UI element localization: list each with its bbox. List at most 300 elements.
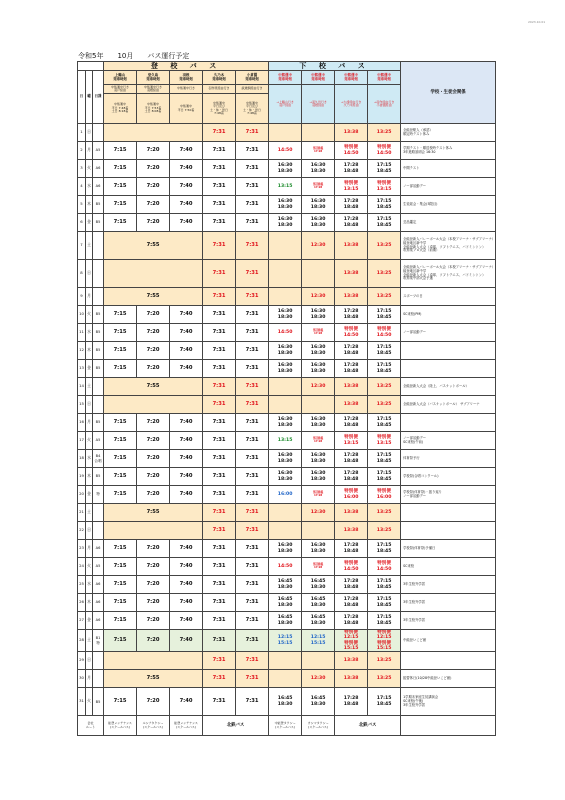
down-time: 13:25 (368, 288, 401, 306)
down-time: 13:25 (368, 522, 401, 540)
down-time (269, 670, 302, 688)
up-time: 7:31 (236, 342, 269, 360)
up-time: 7:40 (170, 142, 203, 160)
header-up-route: 堂久島 発車時刻 (137, 71, 170, 85)
down-time: 17:15 18:45 (368, 160, 401, 178)
row-day: 3 (78, 160, 86, 178)
footer-row (78, 716, 496, 736)
row-schedule-code: B5 (93, 324, 104, 342)
down-time: 13:38 (335, 124, 368, 142)
down-time: 16:30 18:30 (269, 360, 302, 378)
row-weekday: 木 (86, 468, 93, 486)
row-weekday: 火 (86, 306, 93, 324)
up-time: 7:31 (236, 288, 269, 306)
down-time: 17:15 18:45 (368, 450, 401, 468)
up-time: 7:40 (170, 360, 203, 378)
row-weekday: 水 (86, 324, 93, 342)
row-note: 全能登新人大会（バスケットボール） サブアリーナ (401, 396, 496, 414)
up-time: 7:20 (137, 612, 170, 630)
up-time: 7:15 (104, 196, 137, 214)
row-day: 20 (78, 486, 86, 504)
down-time: 17:28 18:48 (335, 450, 368, 468)
row-weekday: 金 (86, 612, 93, 630)
row-schedule-code: B5 (93, 306, 104, 324)
down-time: 17:15 18:45 (368, 576, 401, 594)
up-time: 7:31 (236, 196, 269, 214)
row-schedule-code: B5 (93, 196, 104, 214)
down-time: 17:15 18:45 (368, 306, 401, 324)
up-time: 7:40 (170, 540, 203, 558)
row-weekday: 水 (86, 576, 93, 594)
row-note: 中間テスト (401, 160, 496, 178)
down-time: 16:30 18:30 (269, 342, 302, 360)
row-day: 11 (78, 324, 86, 342)
schedule-row (78, 630, 496, 652)
down-time (269, 260, 302, 288)
header-down-route: 中熊運中 発車時刻 (269, 71, 302, 85)
down-time: 13:25 (368, 124, 401, 142)
down-time: 13:25 (368, 260, 401, 288)
down-time: 16:00 (269, 486, 302, 504)
down-time (269, 522, 302, 540)
up-time: 7:20 (137, 342, 170, 360)
down-time: 13:38 (335, 260, 368, 288)
schedule-row (78, 612, 496, 630)
up-time: 7:15 (104, 540, 137, 558)
row-note (401, 522, 496, 540)
row-schedule-code (93, 522, 104, 540)
down-time: 16:30 18:30 (269, 214, 302, 232)
down-time: 17:28 18:48 (335, 360, 368, 378)
up-time: 7:31 (236, 360, 269, 378)
down-time: 特別便 13:15 (335, 432, 368, 450)
up-time: 7:31 (203, 360, 236, 378)
up-time: 7:31 (203, 232, 236, 260)
up-time: 7:40 (170, 342, 203, 360)
row-weekday: 日 (86, 260, 93, 288)
row-weekday: 金 (86, 214, 93, 232)
down-time: 17:28 18:48 (335, 214, 368, 232)
down-time: 17:15 18:45 (368, 594, 401, 612)
row-day: 16 (78, 414, 86, 432)
down-time: 16:30 18:30 (269, 468, 302, 486)
up-time: 7:31 (203, 142, 236, 160)
row-note: ノー部活動デー (401, 178, 496, 196)
row-day: 6 (78, 214, 86, 232)
down-time: 特別便 16:00 (335, 486, 368, 504)
footer-blank (401, 716, 496, 736)
header-down-sub: →上鶴山行き 羽戸経由 (269, 85, 302, 124)
header-down-sub: →羽作経由行き 小倉園経由 (368, 85, 401, 124)
down-time (269, 504, 302, 522)
up-time: 7:31 (203, 342, 236, 360)
header-down-route: 中熊運中 発車時刻 (368, 71, 401, 85)
row-weekday: 水 (86, 178, 93, 196)
down-time: 部活動後 17:28 (302, 142, 335, 160)
schedule-row (78, 432, 496, 450)
row-day: 29 (78, 652, 86, 670)
header-up-route: 久乃木 発車時刻 (203, 71, 236, 85)
up-time: 7:31 (236, 450, 269, 468)
up-wide-time: 7:55 (104, 670, 203, 688)
up-time: 7:31 (236, 594, 269, 612)
row-day: 26 (78, 594, 86, 612)
up-time: 7:31 (236, 540, 269, 558)
row-note: 3年生校外学習 (401, 612, 496, 630)
down-time: 17:15 18:45 (368, 196, 401, 214)
down-time: 14:50 (269, 324, 302, 342)
row-schedule-code: B5 (93, 342, 104, 360)
row-weekday: 月 (86, 540, 93, 558)
up-time: 7:31 (203, 558, 236, 576)
down-time: 17:28 18:48 (335, 160, 368, 178)
row-note: 学校祭(体育祭)・振り返り ノー部活動デー (401, 486, 496, 504)
row-schedule-code: A6 (93, 594, 104, 612)
row-weekday: 日 (86, 124, 93, 142)
schedule-row (78, 288, 496, 306)
row-schedule-code (93, 260, 104, 288)
up-time: 7:31 (203, 688, 236, 716)
up-time: 7:31 (203, 396, 236, 414)
down-time: 16:30 18:30 (302, 360, 335, 378)
down-time: 16:30 18:30 (302, 160, 335, 178)
up-time: 7:31 (203, 670, 236, 688)
row-day: 30 (78, 670, 86, 688)
up-time: 7:31 (236, 558, 269, 576)
row-schedule-code: A6 (93, 160, 104, 178)
row-schedule-code: B5 (93, 414, 104, 432)
row-day: 25 (78, 576, 86, 594)
down-time (269, 652, 302, 670)
up-time: 7:31 (203, 486, 236, 504)
header-down-route: 中熊運中 発車時刻 (302, 71, 335, 85)
schedule-row (78, 450, 496, 468)
up-time: 7:31 (236, 612, 269, 630)
schedule-row (78, 504, 496, 522)
down-time: 13:25 (368, 232, 401, 260)
up-time: 7:40 (170, 468, 203, 486)
down-time (269, 396, 302, 414)
down-time: 16:30 18:30 (269, 540, 302, 558)
row-schedule-code (93, 504, 104, 522)
bus-schedule-table (77, 61, 496, 736)
down-time: 16:30 18:30 (269, 160, 302, 178)
down-time: 部活動後 17:28 (302, 558, 335, 576)
up-time: 7:31 (203, 306, 236, 324)
up-time: 7:20 (137, 306, 170, 324)
header-day: 日 (78, 71, 86, 124)
schedule-row (78, 486, 496, 504)
header-up-route: 上鶴山 発車時刻 (104, 71, 137, 85)
up-time: 7:20 (137, 214, 170, 232)
down-time: 13:25 (368, 670, 401, 688)
up-wide-time: 7:55 (104, 504, 203, 522)
row-weekday: 月 (86, 414, 93, 432)
schedule-row (78, 160, 496, 178)
up-time: 7:31 (203, 594, 236, 612)
down-time (269, 378, 302, 396)
down-time (302, 124, 335, 142)
up-time: 7:31 (236, 214, 269, 232)
footer-company: カシマタクシー (スクールバス) (302, 716, 335, 736)
row-schedule-code (93, 670, 104, 688)
up-time: 7:15 (104, 594, 137, 612)
row-note: ノー部活動デー SC来校(午前) (401, 432, 496, 450)
row-weekday: 土 (86, 378, 93, 396)
down-time: 16:30 18:30 (269, 450, 302, 468)
row-schedule-code: B5 (93, 688, 104, 716)
down-time: 13:38 (335, 522, 368, 540)
down-time: 16:45 18:30 (302, 612, 335, 630)
row-note (401, 342, 496, 360)
down-time: 12:15 15:15 (302, 630, 335, 652)
schedule-row (78, 396, 496, 414)
up-time: 7:15 (104, 160, 137, 178)
header-up-arrival: 中熊運中 平日 7:48着 土日 8:18着 (104, 94, 137, 124)
row-schedule-code: A6 (93, 576, 104, 594)
down-time: 17:15 18:45 (368, 468, 401, 486)
up-time: 7:31 (236, 124, 269, 142)
down-time: 特別便 13:15 (368, 178, 401, 196)
down-time: 16:45 18:30 (269, 688, 302, 716)
up-time: 7:15 (104, 576, 137, 594)
row-weekday: 土 (86, 232, 93, 260)
up-time: 7:15 (104, 342, 137, 360)
row-schedule-code (93, 288, 104, 306)
up-time: 7:31 (203, 432, 236, 450)
header-school-info: 学校・生徒会関係 (401, 62, 496, 124)
down-time: 16:30 18:30 (269, 196, 302, 214)
down-time: 12:30 (302, 288, 335, 306)
down-time: 13:38 (335, 652, 368, 670)
down-time: 特別便 12:15 特別便 15:15 (335, 630, 368, 652)
up-time: 7:15 (104, 432, 137, 450)
up-time: 7:31 (203, 260, 236, 288)
row-weekday: 水 (86, 450, 93, 468)
up-time: 7:31 (236, 468, 269, 486)
up-time: 7:40 (170, 324, 203, 342)
down-time: 14:50 (269, 142, 302, 160)
row-weekday: 火 (86, 432, 93, 450)
row-note: 全能登新人バレーボール大会（本校アリーナ・サブアリーナ）能登地区新中学 全能登新人大会（卓球、ソフトテニス、バドミントン） 吹奏楽ソロ大会（前期） (401, 232, 496, 260)
down-time (269, 124, 302, 142)
row-schedule-code (93, 232, 104, 260)
up-time: 7:31 (236, 232, 269, 260)
up-time: 7:15 (104, 178, 137, 196)
schedule-row (78, 540, 496, 558)
up-time: 7:40 (170, 160, 203, 178)
schedule-row (78, 214, 496, 232)
up-time: 7:31 (203, 504, 236, 522)
down-time: 17:15 18:45 (368, 342, 401, 360)
up-time: 7:20 (137, 324, 170, 342)
row-weekday: 月 (86, 670, 93, 688)
up-time: 7:31 (203, 124, 236, 142)
up-time: 7:15 (104, 688, 137, 716)
down-time: 16:45 18:30 (302, 688, 335, 716)
row-weekday: 木 (86, 342, 93, 360)
schedule-row (78, 306, 496, 324)
up-time: 7:31 (236, 688, 269, 716)
row-weekday: 土 (86, 630, 93, 652)
page-title: 令和5年 10月 バス運行予定 (78, 52, 190, 60)
row-note (401, 360, 496, 378)
up-time: 7:31 (236, 504, 269, 522)
down-time: 17:28 18:48 (335, 468, 368, 486)
up-time: 7:31 (236, 486, 269, 504)
down-time: 17:28 18:48 (335, 306, 368, 324)
row-schedule-code: 特 (93, 486, 104, 504)
header-up-sub: 鉄道網経由行き (236, 85, 269, 94)
up-time: 7:40 (170, 196, 203, 214)
up-time: 7:31 (236, 324, 269, 342)
up-time: 7:20 (137, 142, 170, 160)
row-day: 14 (78, 378, 86, 396)
down-time: 13:25 (368, 504, 401, 522)
down-time: 16:45 18:30 (269, 594, 302, 612)
schedule-row (78, 468, 496, 486)
up-time: 7:31 (236, 396, 269, 414)
row-weekday: 木 (86, 594, 93, 612)
down-time: 16:30 18:30 (302, 196, 335, 214)
header-up-arrival: 中熊運中 平日及び 土・休・祭日 7:48着 (236, 94, 269, 124)
up-time: 7:20 (137, 540, 170, 558)
row-note (401, 504, 496, 522)
down-time (302, 260, 335, 288)
up-time: 7:31 (236, 260, 269, 288)
up-time: 7:15 (104, 468, 137, 486)
up-time: 7:31 (236, 432, 269, 450)
row-note: 3年生校外学習 (401, 594, 496, 612)
up-time: 7:40 (170, 214, 203, 232)
down-time (269, 288, 302, 306)
row-note: 1学期末家庭生徒講演会 SC来校(午後) 3年生校外学習 (401, 688, 496, 716)
up-time: 7:20 (137, 414, 170, 432)
up-time: 7:15 (104, 142, 137, 160)
row-day: 15 (78, 396, 86, 414)
up-time: 7:31 (203, 576, 236, 594)
row-day: 21 (78, 504, 86, 522)
up-time: 7:20 (137, 450, 170, 468)
up-wide-time (104, 522, 203, 540)
row-note: 3年生校外学習 (401, 576, 496, 594)
down-time: 特別便 14:50 (335, 142, 368, 160)
down-time: 13:38 (335, 288, 368, 306)
up-time: 7:31 (236, 670, 269, 688)
up-time: 7:31 (203, 288, 236, 306)
row-weekday: 月 (86, 142, 93, 160)
up-time: 7:15 (104, 306, 137, 324)
footer-company: ルシアタクシー (スクールバス) (137, 716, 170, 736)
down-time: 特別便 13:15 (335, 178, 368, 196)
up-time: 7:40 (170, 558, 203, 576)
row-weekday: 土 (86, 504, 93, 522)
row-day: 17 (78, 432, 86, 450)
up-time: 7:20 (137, 196, 170, 214)
up-time: 7:15 (104, 558, 137, 576)
up-wide-time: 7:55 (104, 378, 203, 396)
row-schedule-code: B5 (93, 360, 104, 378)
row-day: 19 (78, 468, 86, 486)
down-time: 特別便 14:50 (335, 324, 368, 342)
down-time: 13:38 (335, 232, 368, 260)
row-note: 中能登いこど館 (401, 630, 496, 652)
row-day: 27 (78, 612, 86, 630)
table-header (78, 62, 496, 124)
down-time: 13:38 (335, 504, 368, 522)
up-time: 7:15 (104, 214, 137, 232)
up-time: 7:20 (137, 160, 170, 178)
header-dow: 曜 (86, 71, 93, 124)
row-note: 学校祭(体育祭)予備日 (401, 540, 496, 558)
schedule-row (78, 558, 496, 576)
row-note: 全能登駅人（承認） 順定時テスト休み (401, 124, 496, 142)
down-time: 16:45 18:30 (269, 612, 302, 630)
up-wide-time: 7:55 (104, 288, 203, 306)
header-code: 日課 (93, 71, 104, 124)
row-day: 10 (78, 306, 86, 324)
down-time: 17:28 18:48 (335, 612, 368, 630)
row-day: 5 (78, 196, 86, 214)
schedule-row (78, 324, 496, 342)
row-schedule-code: A6 (93, 612, 104, 630)
up-time: 7:20 (137, 178, 170, 196)
up-time: 7:31 (203, 196, 236, 214)
schedule-row (78, 260, 496, 288)
down-time: 特別便 13:15 (368, 432, 401, 450)
header-up-sub: 中熊運中行き 羽戸経由 (104, 85, 137, 94)
row-note: SC来校(PM) (401, 306, 496, 324)
row-day: 24 (78, 558, 86, 576)
up-time: 7:31 (236, 306, 269, 324)
down-time: 17:15 18:45 (368, 214, 401, 232)
down-time: 17:28 18:48 (335, 196, 368, 214)
schedule-row (78, 142, 496, 160)
up-time: 7:40 (170, 688, 203, 716)
up-time: 7:31 (236, 378, 269, 396)
down-time: 13:15 (269, 178, 302, 196)
schedule-row (78, 670, 496, 688)
row-note: ノー部活動デー (401, 324, 496, 342)
down-time: 部活動後 17:28 (302, 486, 335, 504)
down-time: 17:28 18:48 (335, 594, 368, 612)
row-schedule-code: B4 合唱 (93, 450, 104, 468)
down-time: 17:15 18:45 (368, 612, 401, 630)
down-time: 17:15 18:45 (368, 414, 401, 432)
row-note: 体育祭予行 (401, 450, 496, 468)
header-up-route: 小倉園 発車時刻 (236, 71, 269, 85)
up-time: 7:40 (170, 630, 203, 652)
down-time: 13:25 (368, 378, 401, 396)
row-schedule-code: A5 (93, 142, 104, 160)
row-note: 全能登新人バレーボール大会（本校アリーナ・サブアリーナ）能登地区新中学 全能登新人大会（卓球、ソフトテニス、バドミントン） 吹奏楽中部大会予選 (401, 260, 496, 288)
down-time: 16:30 18:30 (302, 342, 335, 360)
up-time: 7:20 (137, 630, 170, 652)
down-time: 17:28 18:48 (335, 342, 368, 360)
up-time: 7:20 (137, 594, 170, 612)
row-weekday: 金 (86, 486, 93, 504)
up-time: 7:15 (104, 612, 137, 630)
up-time: 7:15 (104, 324, 137, 342)
down-time: 12:30 (302, 378, 335, 396)
down-time: 12:30 (302, 670, 335, 688)
row-schedule-code (93, 124, 104, 142)
row-note: 学校祭(合唱コンクール) (401, 468, 496, 486)
header-up-sub: 中熊運中行き 羽根経由 (137, 85, 170, 94)
row-note: 生徒総会・集会(5限目) (401, 196, 496, 214)
row-note: 全能登新人大会（陸上、バスケットボール） (401, 378, 496, 396)
header-down-bus: 下 校 バ ス (269, 62, 401, 71)
